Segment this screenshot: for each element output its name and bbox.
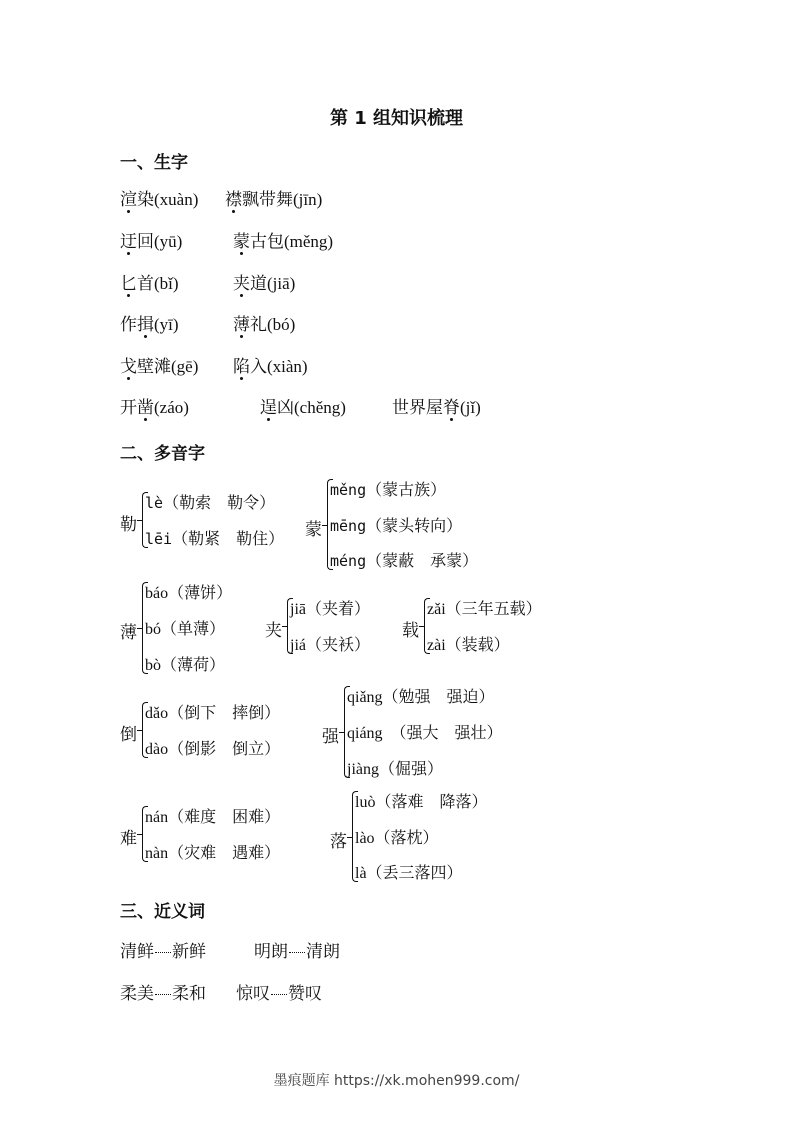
reading-pinyin: là	[355, 865, 367, 882]
reading-words: （倒影 倒立）	[168, 739, 281, 758]
footer-watermark: 墨痕题库 https://xk.mohen999.com/	[273, 1073, 520, 1089]
shengzi-item	[120, 393, 189, 418]
shengzi-pinyin: (xuàn)	[154, 190, 199, 209]
shengzi-word-suffix: 古包	[250, 232, 284, 252]
reading-words: （勒紧 勒住）	[172, 529, 285, 548]
synonym-pair	[120, 937, 206, 962]
reading-words: （难度 困难）	[168, 807, 281, 826]
shengzi-target-char: 迂	[120, 232, 137, 252]
reading-pinyin: bò	[145, 657, 161, 674]
duoyinzi-head-char: 落	[330, 831, 347, 852]
reading-pinyin: luò	[355, 794, 376, 811]
reading-pinyin: jiā	[290, 601, 306, 618]
shengzi-word-suffix: 回	[137, 232, 154, 252]
duoyinzi-reading	[355, 789, 487, 812]
shengzi-pinyin: (yū)	[154, 232, 183, 251]
shengzi-pinyin: (yī)	[154, 315, 179, 334]
reading-pinyin: nàn	[145, 845, 169, 862]
reading-words: （灾难 遇难）	[168, 843, 281, 862]
reading-words: （装载）	[445, 635, 510, 654]
duoyinzi-head-char: 载	[402, 621, 419, 641]
duoyinzi-reading	[427, 632, 510, 655]
synonym-connector	[155, 994, 171, 995]
shengzi-word-suffix: 入	[250, 357, 267, 377]
reading-pinyin: bó	[145, 621, 161, 638]
duoyinzi-reading	[145, 526, 284, 549]
reading-pinyin: mēng	[330, 517, 367, 535]
duoyinzi-head-char: 夹	[265, 621, 282, 641]
reading-words: （落难 降落）	[375, 792, 488, 811]
shengzi-item	[120, 269, 179, 294]
shengzi-target-char: 凿	[137, 398, 154, 418]
synonym-word: 柔美	[120, 984, 154, 1004]
shengzi-pinyin: (jīn)	[293, 190, 323, 209]
synonym-pair	[236, 979, 322, 1004]
shengzi-item	[233, 310, 295, 335]
reading-words: （单薄）	[161, 619, 226, 638]
duoyinzi-reading	[145, 616, 225, 639]
reading-pinyin: nán	[145, 809, 169, 826]
shengzi-word-prefix: 开	[120, 398, 137, 418]
shengzi-pinyin: (xiàn)	[267, 357, 308, 376]
shengzi-item	[233, 227, 333, 252]
shengzi-target-char: 襟	[225, 190, 242, 210]
shengzi-word-prefix: 世界屋	[392, 398, 443, 418]
reading-pinyin: qiǎng	[347, 689, 383, 706]
synonym-word: 清鲜	[120, 942, 154, 962]
synonym-word: 新鲜	[172, 942, 206, 962]
reading-words: （丢三落四）	[366, 863, 463, 882]
reading-pinyin: měng	[330, 481, 367, 499]
reading-words: （倒下 摔倒）	[168, 703, 281, 722]
reading-pinyin: zǎi	[427, 601, 446, 618]
shengzi-target-char: 渲	[120, 190, 137, 210]
shengzi-target-char: 揖	[137, 315, 154, 335]
synonym-word: 明朗	[254, 942, 288, 962]
shengzi-item	[120, 352, 198, 377]
section-heading-shengzi: 一、生字	[120, 153, 188, 173]
reading-pinyin: lēi	[145, 530, 173, 548]
reading-words: （夹袄）	[306, 635, 371, 654]
synonym-word: 柔和	[172, 984, 206, 1004]
duoyinzi-reading	[145, 652, 225, 675]
duoyinzi-head-char: 倒	[120, 725, 137, 745]
reading-words: （薄荷）	[161, 655, 226, 674]
reading-words: （勒索 勒令）	[163, 493, 276, 512]
section-heading-duoyinzi: 二、多音字	[120, 444, 205, 464]
shengzi-target-char: 陷	[233, 357, 250, 377]
shengzi-word-suffix: 礼	[250, 315, 267, 335]
synonym-connector	[271, 994, 287, 995]
page-title: 第 1 组知识梳理	[329, 108, 464, 129]
duoyinzi-reading	[330, 513, 462, 536]
reading-words: （倔强）	[379, 759, 444, 778]
synonym-connector	[155, 952, 171, 953]
shengzi-pinyin: (jiā)	[267, 274, 296, 293]
shengzi-pinyin: (měng)	[284, 232, 334, 251]
shengzi-target-char: 薄	[233, 315, 250, 335]
reading-words: （薄饼）	[168, 583, 233, 602]
duoyinzi-reading	[347, 720, 503, 743]
duoyinzi-reading	[145, 580, 232, 603]
synonym-pair	[120, 979, 206, 1004]
duoyinzi-reading	[355, 860, 463, 883]
shengzi-pinyin: (chěng)	[294, 398, 346, 417]
duoyinzi-reading	[347, 756, 443, 779]
shengzi-word-suffix: 道	[250, 274, 267, 294]
duoyinzi-reading	[330, 548, 478, 571]
shengzi-item	[120, 310, 179, 335]
reading-words: （蒙头转向）	[366, 516, 463, 535]
reading-words: （强大 强壮）	[382, 723, 503, 742]
shengzi-target-char: 戈	[120, 357, 137, 377]
reading-words: （蒙蔽 承蒙）	[366, 551, 479, 570]
duoyinzi-reading	[355, 825, 439, 848]
section-heading-jinyici: 三、近义词	[120, 902, 205, 922]
synonym-connector	[289, 952, 305, 953]
reading-pinyin: báo	[145, 585, 169, 602]
shengzi-word-suffix: 飘带舞	[242, 190, 293, 210]
shengzi-item	[120, 185, 198, 210]
reading-pinyin: qiáng	[347, 725, 383, 742]
shengzi-pinyin: (jǐ)	[460, 398, 481, 417]
shengzi-pinyin: (bǐ)	[154, 274, 179, 293]
shengzi-target-char: 匕	[120, 274, 137, 294]
duoyinzi-head-char: 难	[120, 829, 137, 849]
reading-pinyin: dào	[145, 741, 169, 758]
synonym-word: 惊叹	[236, 984, 270, 1004]
reading-words: （落枕）	[374, 828, 439, 847]
synonym-word: 赞叹	[288, 984, 322, 1004]
reading-words: （三年五载）	[445, 599, 542, 618]
shengzi-word-prefix: 作	[120, 315, 137, 335]
shengzi-word-suffix: 首	[137, 274, 154, 294]
duoyinzi-reading	[427, 596, 542, 619]
duoyinzi-reading	[347, 684, 495, 707]
duoyinzi-head-char: 强	[322, 727, 339, 747]
duoyinzi-reading	[145, 804, 280, 827]
reading-pinyin: dǎo	[145, 705, 169, 722]
shengzi-pinyin: (bó)	[267, 315, 296, 334]
shengzi-item	[233, 352, 308, 377]
reading-words: （勉强 强迫）	[382, 687, 495, 706]
reading-pinyin: jiàng	[347, 761, 379, 778]
duoyinzi-head-char: 勒	[120, 515, 137, 535]
shengzi-item	[260, 393, 346, 418]
duoyinzi-reading	[330, 477, 446, 500]
reading-pinyin: jiá	[290, 637, 306, 654]
duoyinzi-reading	[145, 736, 280, 759]
shengzi-pinyin: (gē)	[171, 357, 199, 376]
shengzi-word-suffix: 凶	[277, 398, 294, 418]
shengzi-item	[225, 185, 322, 210]
synonym-word: 清朗	[306, 942, 340, 962]
reading-pinyin: zài	[427, 637, 446, 654]
shengzi-target-char: 逞	[260, 398, 277, 418]
reading-words: （蒙古族）	[366, 480, 447, 499]
shengzi-word-suffix: 染	[137, 190, 154, 210]
reading-words: （夹着）	[306, 599, 371, 618]
shengzi-word-suffix: 壁滩	[137, 357, 171, 377]
duoyinzi-head-char: 蒙	[305, 519, 322, 540]
synonym-pair	[254, 937, 340, 962]
duoyinzi-reading	[145, 490, 275, 513]
reading-pinyin: lào	[355, 830, 375, 847]
duoyinzi-reading	[290, 596, 370, 619]
duoyinzi-reading	[290, 632, 370, 655]
reading-pinyin: méng	[330, 552, 367, 570]
duoyinzi-reading	[145, 700, 280, 723]
shengzi-target-char: 脊	[443, 398, 460, 418]
reading-pinyin: lè	[145, 494, 164, 512]
shengzi-target-char: 蒙	[233, 232, 250, 252]
shengzi-item	[233, 269, 295, 294]
shengzi-target-char: 夹	[233, 274, 250, 294]
shengzi-item	[392, 393, 481, 418]
shengzi-item	[120, 227, 182, 252]
duoyinzi-head-char: 薄	[120, 623, 137, 643]
duoyinzi-reading	[145, 840, 280, 863]
shengzi-pinyin: (záo)	[154, 398, 189, 417]
